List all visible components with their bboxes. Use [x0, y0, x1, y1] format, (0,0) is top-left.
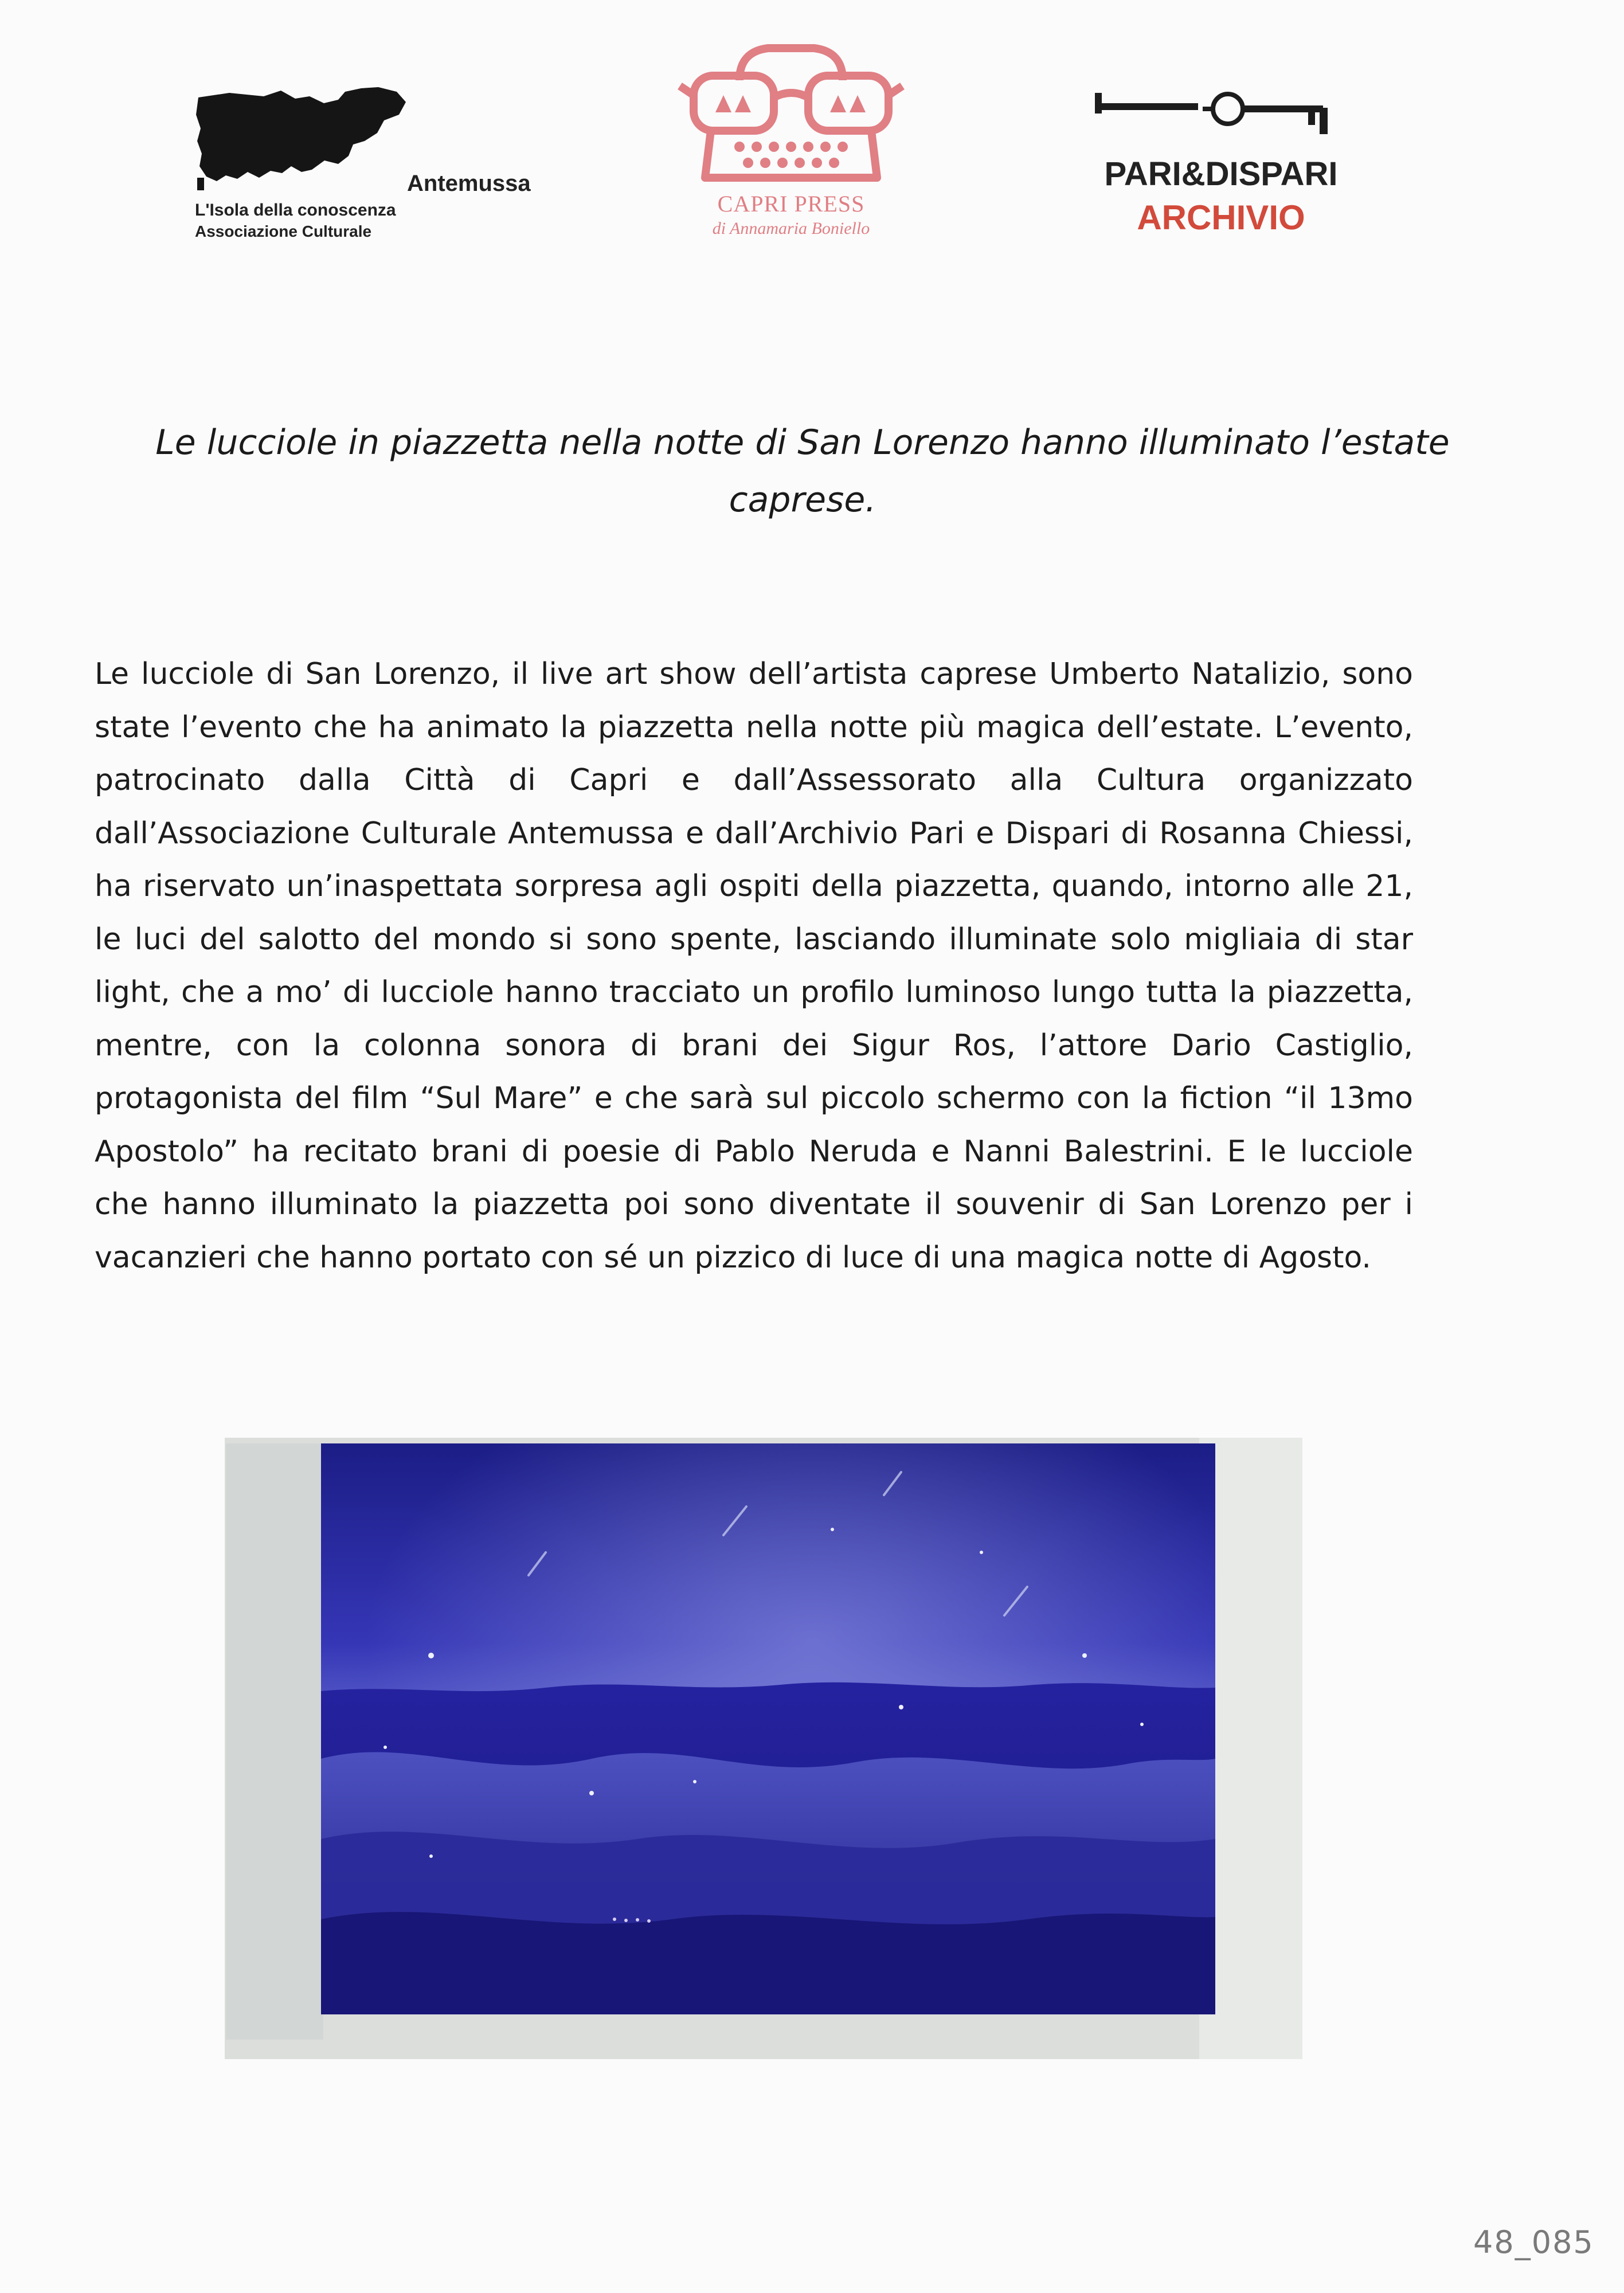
article-title-line-2: caprese.: [729, 480, 876, 520]
typewriter-glasses-icon: [671, 40, 911, 189]
pari-dispari-logo: [1078, 80, 1364, 252]
capri-press-title: CAPRI PRESS: [717, 191, 865, 217]
article-body: Le lucciole di San Lorenzo, il live art show dell’artista caprese Umberto Natalizio, sono state l’evento che ha animato la piazzetta nella notte più magica dell’estate. L’evento, patrocinato dalla Città di Capri e dall’Assessorato alla Cultura organizzato dall’Associazione Culturale Antemussa e dall’Archivio Pari e Dispari di Rosanna Chiessi, ha riservato un’inaspettata sorpresa agli ospiti della piazzetta, quando, intorno alle 21, le luci del salotto del mondo si sono spente, lasciando illuminate solo migliaia di star light, che a mo’ di lucciole hanno tracciato un profilo luminoso lungo tutta la piazzetta, mentre, con la colonna sonora di brani dei Sigur Ros, l’attore Dario Castiglio, protagonista del film “Sul Mare” e che sarà sul piccolo schermo con la fiction “il 13mo Apostolo” ha recitato brani di poesie di Pablo Neruda e Nanni Balestrini. E le lucciole che hanno illuminato la piazzetta poi sono diventate il souvenir di San Lorenzo per i vacanzieri che hanno portato con sé un pizzico di luce di una magica notte di Agosto.: [95, 657, 1413, 1275]
key-icon: [1095, 80, 1347, 143]
pari-dispari-name: PARI&DISPARI: [1104, 155, 1338, 193]
capri-press-subtitle: di Annamaria Boniello: [712, 219, 870, 238]
page-reference: 48_085: [1473, 2224, 1594, 2260]
night-landscape-photo: [225, 1438, 1302, 2059]
capri-island-icon: [195, 86, 413, 195]
night-landscape-painting: [225, 1438, 1302, 2059]
antemussa-subtitle-1: L'Isola della conoscenza: [195, 201, 396, 220]
article-title-line-1: Le lucciole in piazzetta nella notte di San Lorenzo hanno illuminato l’estate: [155, 422, 1450, 463]
antemussa-logo: [195, 86, 550, 252]
article-title: [92, 414, 1513, 529]
antemussa-subtitle-2: Associazione Culturale: [195, 222, 372, 240]
capri-press-logo: [671, 40, 911, 252]
pari-dispari-archive: ARCHIVIO: [1137, 198, 1305, 237]
antemussa-name: Antemussa: [407, 171, 531, 196]
